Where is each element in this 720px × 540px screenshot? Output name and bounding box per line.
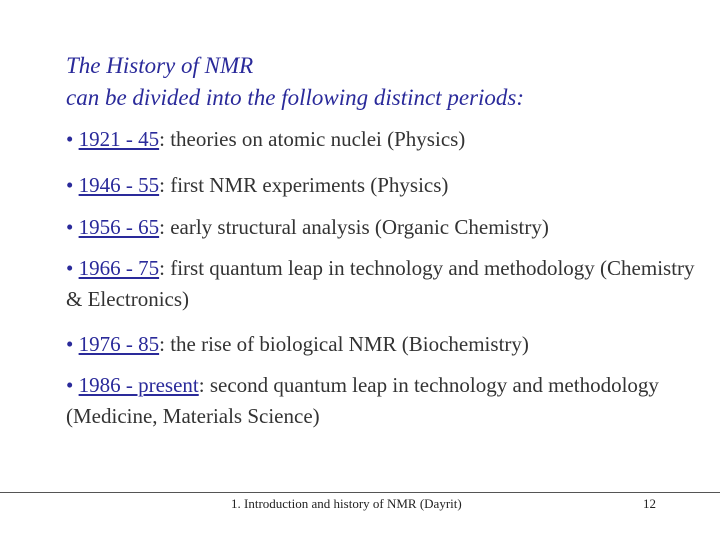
- page-number: 12: [643, 496, 656, 511]
- period-colon: :: [159, 332, 165, 356]
- title-line-1: The History of NMR: [66, 53, 254, 78]
- list-item: [66, 170, 448, 201]
- footer-divider: [0, 492, 720, 493]
- period-colon: :: [159, 127, 165, 151]
- bullet: •: [66, 332, 74, 356]
- list-item: [66, 124, 465, 155]
- footer-text: 1. Introduction and history of NMR (Dayrit): [231, 496, 462, 511]
- bullet: •: [66, 127, 74, 151]
- bullet: •: [66, 256, 74, 280]
- period-colon: :: [198, 373, 205, 397]
- period-range: 1966 - 75: [78, 256, 160, 280]
- period-range: 1921 - 45: [78, 127, 160, 151]
- title-line-2: can be divided into the following distinct periods:: [66, 85, 525, 110]
- list-item: [66, 212, 549, 243]
- period-description: theories on atomic nuclei (Physics): [164, 127, 466, 151]
- period-description: second quantum leap in technology and methodology (Medicine, Materials Science): [66, 373, 659, 428]
- bullet: •: [66, 173, 74, 197]
- period-range: 1946 - 55: [78, 173, 160, 197]
- period-range: 1976 - 85: [78, 332, 160, 356]
- list-item: [66, 253, 706, 315]
- period-description: the rise of biological NMR (Biochemistry): [164, 332, 529, 356]
- list-item: [66, 370, 706, 432]
- bullet: •: [66, 373, 74, 397]
- period-colon: :: [159, 256, 165, 280]
- period-description: first quantum leap in technology and methodology (Chemistry & Electronics): [66, 256, 695, 311]
- period-colon: :: [159, 173, 165, 197]
- bullet: •: [66, 215, 74, 239]
- list-item: [66, 329, 529, 360]
- period-description: first NMR experiments (Physics): [164, 173, 449, 197]
- period-colon: :: [159, 215, 165, 239]
- period-range: 1956 - 65: [78, 215, 160, 239]
- period-description: early structural analysis (Organic Chemistry): [164, 215, 549, 239]
- period-range: 1986 - present: [78, 373, 199, 397]
- slide-title: [66, 50, 706, 114]
